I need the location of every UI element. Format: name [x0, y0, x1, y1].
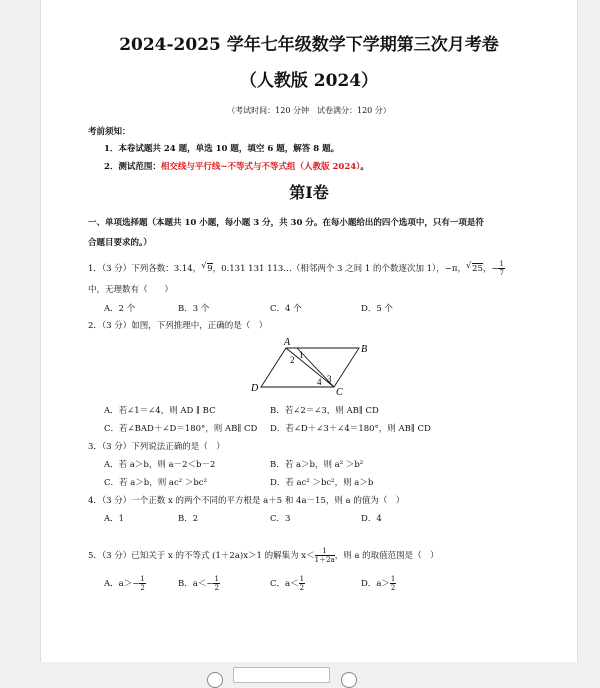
- question-text: （3 分）下列各数：3.14，: [101, 264, 202, 274]
- question-text: （3 分）一个正数 x 的两个不同的平方根是 a＋5 和 4a－15，则 a 的值为（ ）: [101, 496, 405, 506]
- numerator: 1: [214, 575, 219, 583]
- denominator: 7: [499, 269, 504, 277]
- radical-icon: √: [466, 261, 472, 271]
- q4-option-d: D．4: [361, 514, 382, 524]
- option-label: D．: [361, 579, 377, 589]
- numerator: 1: [140, 575, 145, 583]
- parallelogram-figure: [246, 334, 386, 398]
- angle-3: 3: [327, 374, 332, 384]
- q1-option-b: B．3 个: [178, 304, 210, 314]
- label-d: D: [251, 383, 259, 394]
- denominator: 2: [214, 584, 219, 592]
- notice-item-2: [104, 160, 369, 172]
- option-expr: a＜: [192, 579, 207, 589]
- option-expr: a＜: [285, 579, 299, 589]
- question-number: 1．: [88, 264, 102, 274]
- option-label: C．: [270, 579, 286, 589]
- option-label: A．: [104, 579, 119, 589]
- option-expr: a＞: [118, 579, 133, 589]
- notice-header: 考前须知：: [88, 127, 131, 137]
- question-1-line-2: 中，无理数有（ ）: [88, 285, 174, 295]
- test-range: 相交线与平行线~不等式与不等式组（人教版 2024）: [160, 162, 361, 172]
- denominator: 1＋2a: [314, 556, 335, 564]
- doc-subtitle: （人教版 2024）: [239, 71, 379, 91]
- fraction: [299, 575, 305, 592]
- numerator: 1: [499, 260, 504, 268]
- next-page-icon[interactable]: [341, 672, 357, 688]
- q3-option-c: C．若 a＞b，则 ac² ＞bc²: [104, 478, 207, 488]
- fraction: [139, 575, 145, 592]
- question-text: （3 分）下列说法正确的是（ ）: [101, 442, 225, 452]
- numerator: 1: [299, 575, 305, 583]
- document-page: [40, 0, 578, 662]
- q2-option-c: C．若∠BAD＋∠D＝180°，则 AB∥ CD: [104, 424, 258, 434]
- question-3-stem: [88, 440, 225, 452]
- sqrt-9: [201, 261, 213, 274]
- question-number: 4．: [88, 496, 102, 506]
- q4-option-b: B．2: [178, 514, 199, 524]
- question-number: 3．: [88, 442, 102, 452]
- radical-icon: √: [201, 261, 207, 271]
- q1-option-c: C．4 个: [270, 304, 302, 314]
- question-text: ，−: [482, 264, 499, 274]
- numerator: 1: [315, 547, 335, 556]
- q2-option-a: A．若∠1＝∠4，则 AD ∥ BC: [104, 406, 216, 416]
- q5-option-a: [104, 575, 146, 592]
- q4-option-a: A．1: [104, 514, 125, 524]
- doc-title: 2024-2025 学年七年级数学下学期第三次月考卷: [119, 35, 499, 55]
- radicand: 25: [472, 264, 483, 274]
- fraction-1-7: [498, 260, 504, 277]
- notice-2-prefix: 2．测试范围：: [104, 162, 161, 172]
- option-expr: a＞: [376, 579, 390, 589]
- notice-item-1: 1．本卷试题共 24 题，单选 10 题，填空 6 题，解答 8 题。: [104, 144, 340, 154]
- q2-option-d: D．若∠D＋∠3＋∠4＝180°，则 AB∥ CD: [270, 424, 431, 434]
- q5-option-c: [270, 575, 305, 592]
- numerator: 1: [390, 575, 396, 583]
- sqrt-25: [466, 261, 483, 274]
- label-b: B: [361, 344, 368, 355]
- question-4-stem: [88, 494, 404, 506]
- angle-2: 2: [290, 355, 295, 365]
- section-heading-line-2: 合题目要求的。）: [88, 238, 152, 248]
- q2-option-b: B．若∠2＝∠3，则 AB∥ CD: [270, 406, 379, 416]
- q3-option-b: B．若 a＞b，则 a² ＞b²: [270, 460, 364, 470]
- option-sign: −: [206, 579, 214, 589]
- section-heading-line-1: 一、单项选择题（本题共 10 小题，每小题 3 分，共 30 分。在每小题给出的四个选项中，只有一项是符: [88, 218, 484, 228]
- denominator: 2: [390, 584, 396, 592]
- q4-option-c: C．3: [270, 514, 291, 524]
- notice-2-suffix: 。: [360, 162, 369, 172]
- q3-option-a: A．若 a＞b，则 a－2＜b－2: [104, 460, 216, 470]
- denominator: 2: [140, 584, 145, 592]
- angle-4: 4: [317, 377, 322, 387]
- angle-1: 1: [299, 350, 304, 360]
- radicand: 9: [207, 264, 213, 274]
- question-text: ，0.131 131 113…（相邻两个 3 之间 1 的个数逐次加 1），−π，: [212, 264, 467, 274]
- denominator: 2: [299, 584, 305, 592]
- q1-option-d: D．5 个: [361, 304, 393, 314]
- question-text: ，则 a 的取值范围是（ ）: [334, 551, 439, 561]
- q3-option-d: D．若 ac² ＞bc²，则 a＞b: [270, 478, 374, 488]
- question-text: （3 分）已知关于 x 的不等式 (1＋2a)x＞1 的解集为 x＜: [101, 551, 315, 561]
- question-5-stem: [88, 547, 439, 564]
- label-a: A: [284, 337, 291, 348]
- question-number: 2．: [88, 321, 102, 331]
- exam-info: （考试时间：120 分钟 试卷满分：120 分）: [227, 106, 391, 115]
- option-label: B．: [178, 579, 193, 589]
- page-number-input[interactable]: [233, 667, 330, 683]
- previous-page-icon[interactable]: [207, 672, 223, 688]
- question-1-stem: [88, 260, 505, 277]
- question-number: 5．: [88, 551, 102, 561]
- q5-option-b: [178, 575, 220, 592]
- part-title: 第Ⅰ卷: [289, 183, 329, 202]
- option-sign: −: [132, 579, 140, 589]
- fraction: [213, 575, 219, 592]
- question-text: （3 分）如图，下列推理中，正确的是（ ）: [101, 321, 268, 331]
- label-c: C: [336, 387, 343, 398]
- fraction: [390, 575, 396, 592]
- q5-option-d: [361, 575, 396, 592]
- fraction-1-over-1-2a: [315, 547, 335, 564]
- q1-option-a: A．2 个: [104, 304, 136, 314]
- question-2-stem: [88, 319, 267, 331]
